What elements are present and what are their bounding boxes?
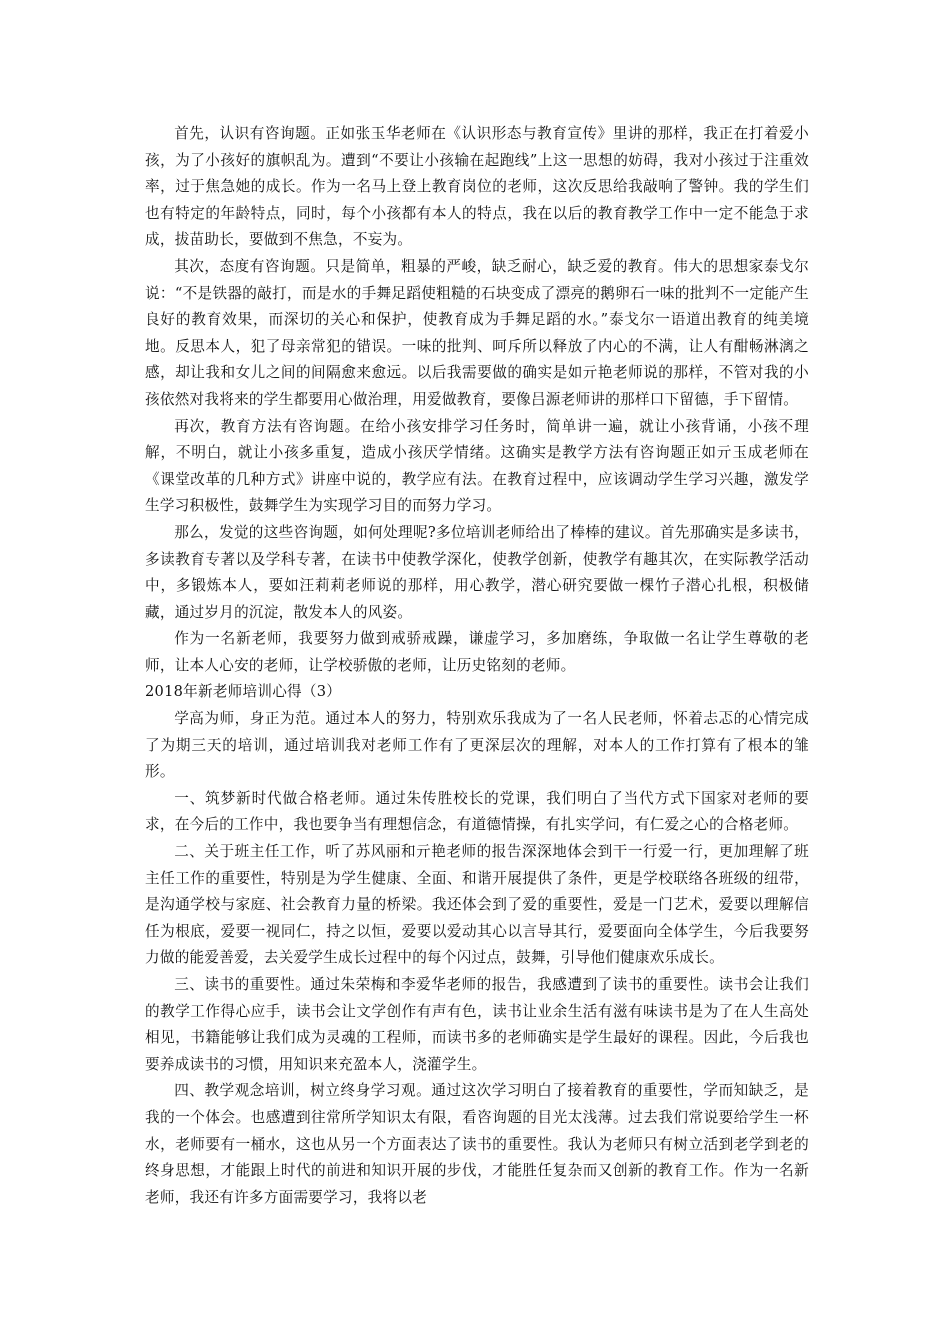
paragraph-third: 再次，教育方法有咨询题。在给小孩安排学习任务时，简单讲一遍，就让小孩背诵，小孩不理解，不明白，就让小孩多重复，造成小孩厌学情绪。这确实是教学方法有咨询题正如亓玉成老师在《课堂改革的几种方式》讲座中说的，教学应有法。在教育过程中，应该调动学生学习兴趣，激发学生学习积极性，鼓舞学生为实现学习目的而努力学习。	[145, 417, 809, 515]
paragraph-first: 首先，认识有咨询题。正如张玉华老师在《认识形态与教育宣传》里讲的那样，我正在打着爱小孩，为了小孩好的旗帜乱为。遭到“不要让小孩输在起跑线”上这一思想的妨碍，我对小孩过于注重效率，过于焦急她的成长。作为一名马上登上教育岗位的老师，这次反思给我敲响了警钟。我的学生们也有特定的年龄特点，同时，每个小孩都有本人的特点，我在以后的教育教学工作中一定不能急于求成，拔苗助长，要做到不焦急，不妄为。	[145, 125, 809, 249]
paragraph-point-one: 一、筑梦新时代做合格老师。通过朱传胜校长的党课，我们明白了当代方式下国家对老师的要求，在今后的工作中，我也要争当有理想信念，有道德情操，有扎实学问，有仁爱之心的合格老师。	[145, 789, 809, 834]
paragraph-intro: 学高为师，身正为范。通过本人的努力，特别欢乐我成为了一名人民老师，怀着忐忑的心情完成了为期三天的培训，通过培训我对老师工作有了更深层次的理解，对本人的工作打算有了根本的雏形。	[145, 710, 809, 781]
paragraph-point-two: 二、关于班主任工作，听了苏风丽和亓艳老师的报告深深地体会到干一行爱一行，更加理解了班主任工作的重要性，特别是为学生健康、全面、和谐开展提供了条件，更是学校联络各班级的纽带，是沟通学校与家庭、社会教育力量的桥梁。我还体会到了爱的重要性，爱是一门艺术，爱要以理解信任为根底，爱要一视同仁，持之以恒，爱要以爱动其心以言导其行，爱要面向全体学生，今后我要努力做的能爱善爱，去关爱学生成长过程中的每个闪过点，鼓舞，引导他们健康欢乐成长。	[145, 843, 809, 967]
paragraph-point-three: 三、读书的重要性。通过朱荣梅和李爱华老师的报告，我感遭到了读书的重要性。读书会让我们的教学工作得心应手，读书会让文学创作有声有色，读书让业余生活有滋有味读书是为了在人生高处相见，书籍能够让我们成为灵魂的工程师，而读书多的老师确实是学生最好的课程。因此，今后我也要养成读书的习惯，用知识来充盈本人，浇灌学生。	[145, 976, 809, 1073]
paragraph-conclusion: 作为一名新老师，我要努力做到戒骄戒躁，谦虚学习，多加磨练，争取做一名让学生尊敬的老师，让本人心安的老师，让学校骄傲的老师，让历史铭刻的老师。	[145, 630, 809, 674]
section-heading: 2018年新老师培训心得（3）	[145, 683, 342, 701]
paragraph-point-four: 四、教学观念培训，树立终身学习观。通过这次学习明白了接着教育的重要性，学而知缺乏，是我的一个体会。也感遭到往常所学知识太有限，看咨询题的目光太浅薄。过去我们常说要给学生一杯水，老师要有一桶水，这也从另一个方面表达了读书的重要性。我认为老师只有树立活到老学到老的终身思想，才能跟上时代的前进和知识开展的步伐，才能胜任复杂而又创新的教育工作。作为一名新老师，我还有许多方面需要学习，我将以老	[145, 1082, 809, 1206]
paragraph-solutions: 那么，发觉的这些咨询题，如何处理呢?多位培训老师给出了棒棒的建议。首先那确实是多读书，多读教育专著以及学科专著，在读书中使教学深化，使教学创新，使教学有趣其次，在实际教学活动中，多锻炼本人，要如汪莉莉老师说的那样，用心教学，潜心研究要做一棵竹子潜心扎根，积极储藏，通过岁月的沉淀，散发本人的风姿。	[145, 523, 809, 621]
document-page	[145, 121, 809, 1211]
paragraph-second: 其次，态度有咨询题。只是简单，粗暴的严峻，缺乏耐心，缺乏爱的教育。伟大的思想家泰戈尔说：“不是铁器的敲打，而是水的手舞足蹈使粗糙的石块变成了漂亮的鹅卵石一味的批判不一定能产生良好的教育效果，而深切的关心和保护，使教育成为手舞足蹈的水。”泰戈尔一语道出教育的纯美境地。反思本人，犯了母亲常犯的错误。一味的批判、呵斥所以释放了内心的不满，让人有酣畅淋漓之感，却让我和女儿之间的间隔愈来愈远。以后我需要做的确实是如亓艳老师说的那样，不管对我的小孩依然对我将来的学生都要用心做治理，用爱做教育，要像吕源老师讲的那样口下留德，手下留情。	[145, 257, 809, 408]
